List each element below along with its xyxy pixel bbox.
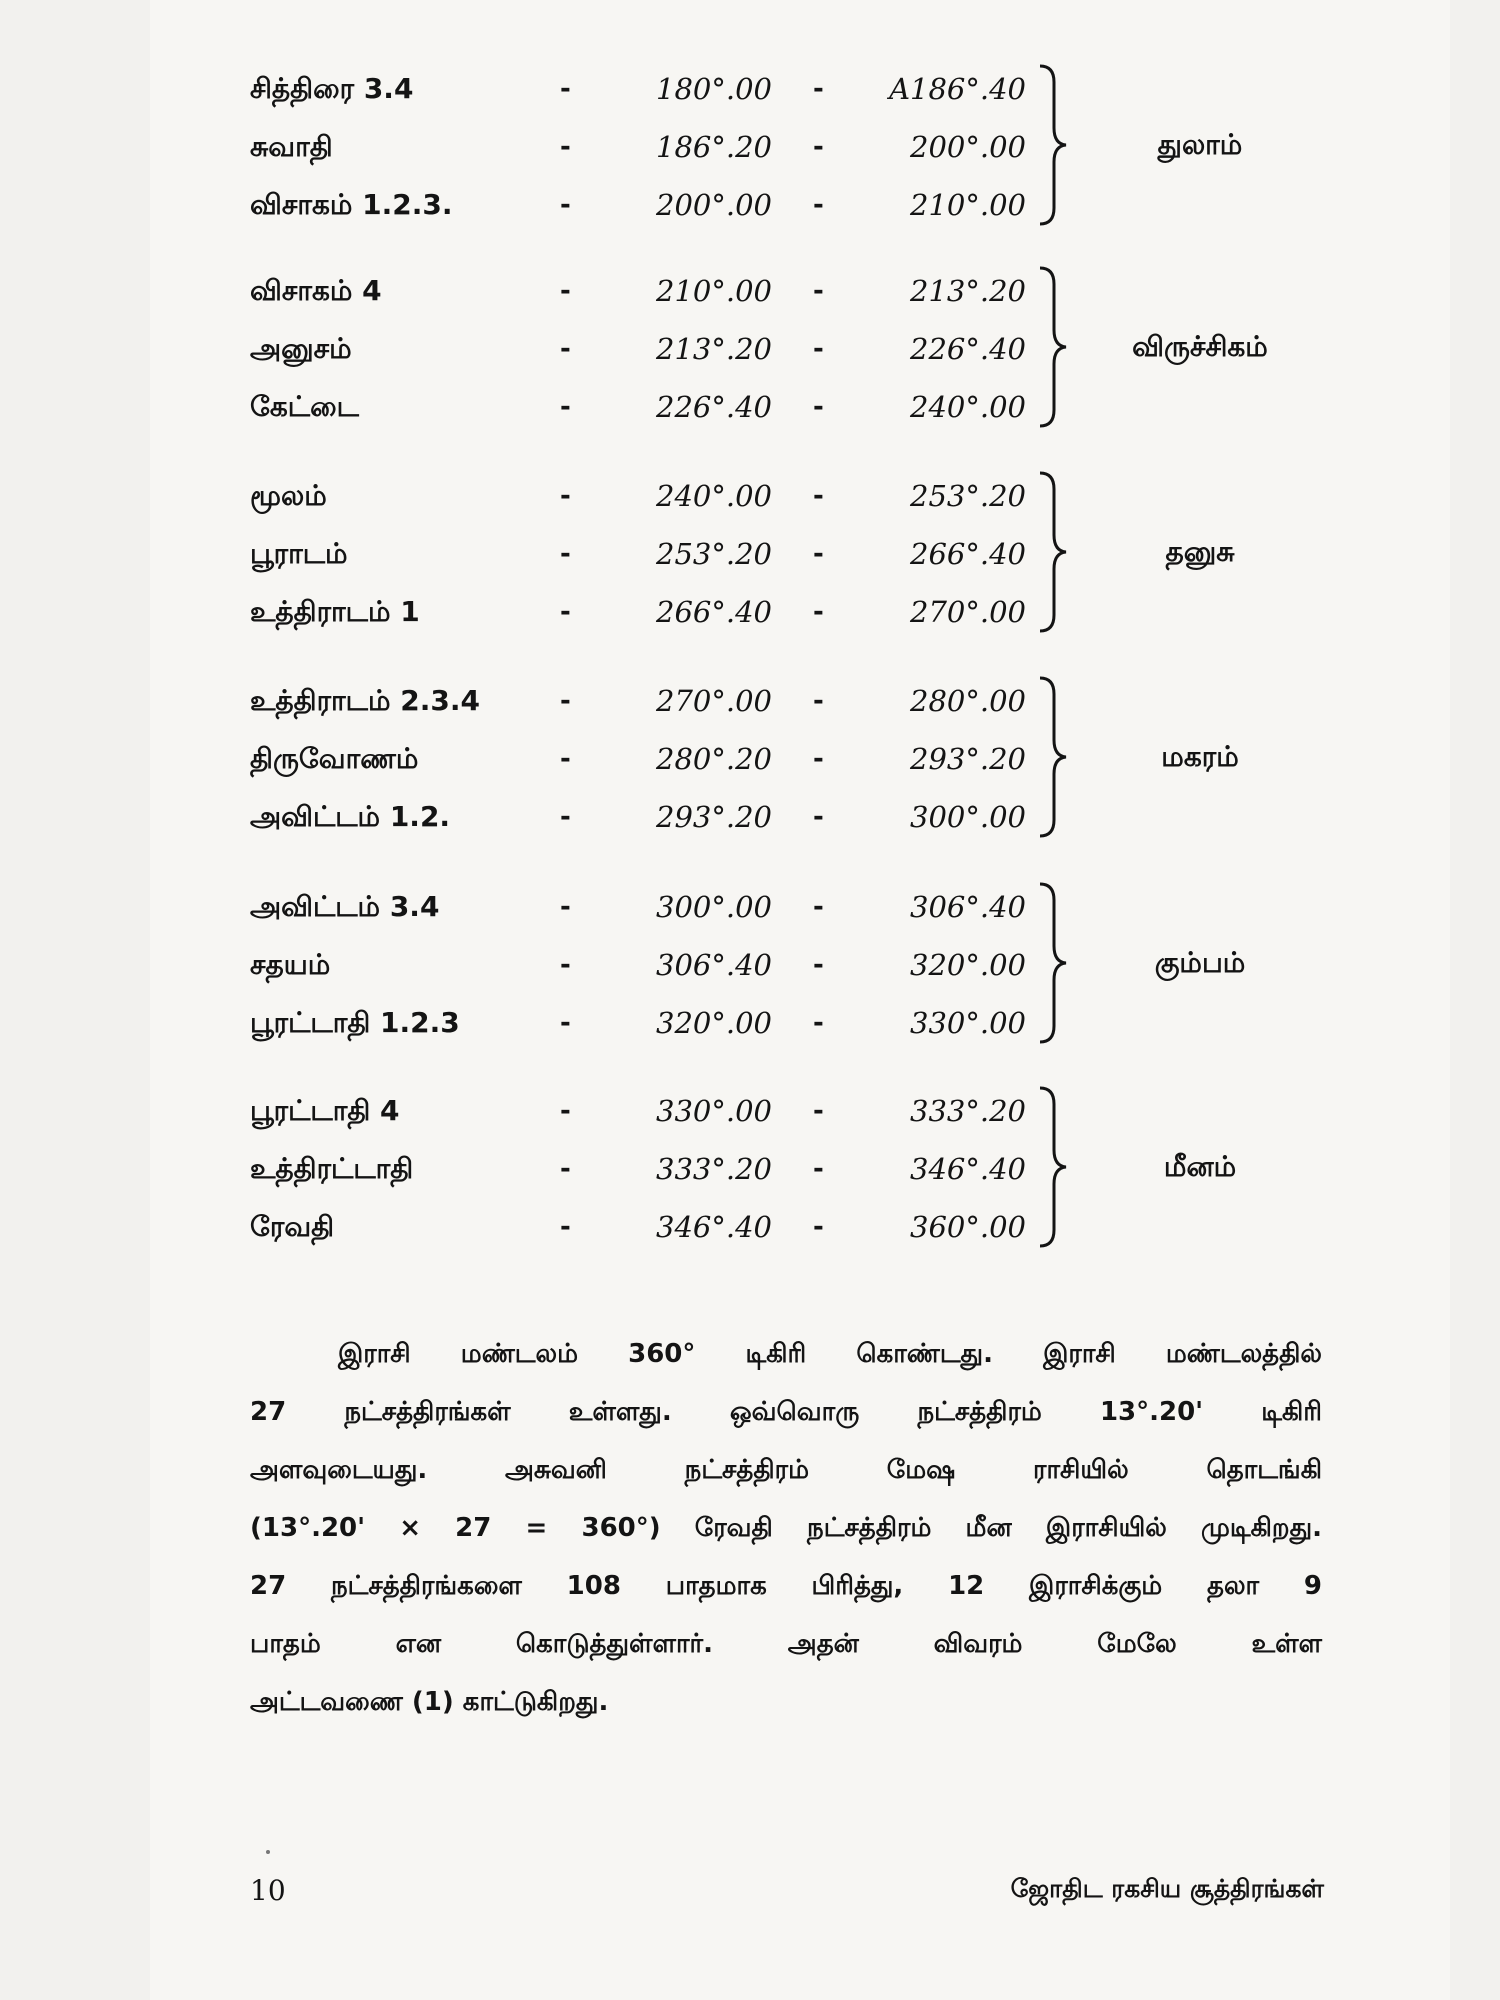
start-degree: 213°.20 (656, 332, 772, 366)
nakshatra-name: அவிட்டம் 1.2. (250, 800, 451, 833)
separator-dash: - (560, 481, 571, 511)
separator-dash: - (813, 1212, 824, 1242)
paragraph-line: அளவுடையது. அசுவனி நட்சத்திரம் மேஷ ராசியில் தொடங்கி (250, 1455, 1322, 1485)
paragraph-line: 27 நட்சத்திரங்களை 108 பாதமாக பிரித்து, 12 இராசிக்கும் தலா 9 (250, 1571, 1322, 1601)
rasi-label: மகரம் (1161, 740, 1239, 773)
rasi-group (0, 672, 1500, 842)
separator-dash: - (813, 132, 824, 162)
end-degree: 306°.40 (910, 890, 1026, 924)
separator-dash: - (813, 802, 824, 832)
separator-dash: - (813, 597, 824, 627)
separator-dash: - (813, 539, 824, 569)
start-degree: 293°.20 (656, 800, 772, 834)
end-degree: 266°.40 (910, 537, 1026, 571)
end-degree: 330°.00 (910, 1006, 1026, 1040)
start-degree: 240°.00 (656, 479, 772, 513)
separator-dash: - (813, 74, 824, 104)
end-degree: 240°.00 (910, 390, 1026, 424)
curly-brace-icon (1036, 467, 1072, 637)
separator-dash: - (813, 392, 824, 422)
rasi-label: விருச்சிகம் (1132, 330, 1268, 363)
page-number: 10 (250, 1874, 286, 1907)
rasi-group (0, 60, 1500, 230)
rasi-label: தனுசு (1165, 535, 1235, 568)
end-degree: 360°.00 (910, 1210, 1026, 1244)
curly-brace-icon (1036, 878, 1072, 1048)
end-degree: A186°.40 (889, 72, 1026, 106)
curly-brace-icon (1036, 672, 1072, 842)
start-degree: 346°.40 (656, 1210, 772, 1244)
separator-dash: - (560, 74, 571, 104)
separator-dash: - (813, 950, 824, 980)
end-degree: 293°.20 (910, 742, 1026, 776)
separator-dash: - (813, 190, 824, 220)
separator-dash: - (560, 950, 571, 980)
separator-dash: - (560, 1154, 571, 1184)
separator-dash: - (560, 802, 571, 832)
nakshatra-name: உத்திராடம் 1 (250, 595, 420, 628)
curly-brace-icon (1036, 60, 1072, 230)
start-degree: 306°.40 (656, 948, 772, 982)
separator-dash: - (813, 481, 824, 511)
rasi-group (0, 878, 1500, 1048)
rasi-group (0, 1082, 1500, 1252)
start-degree: 280°.20 (656, 742, 772, 776)
nakshatra-name: சித்திரை 3.4 (250, 72, 414, 105)
separator-dash: - (813, 1154, 824, 1184)
separator-dash: - (813, 892, 824, 922)
separator-dash: - (560, 392, 571, 422)
nakshatra-name: அவிட்டம் 3.4 (250, 890, 440, 923)
rasi-label: மீனம் (1163, 1150, 1237, 1183)
separator-dash: - (560, 892, 571, 922)
separator-dash: - (560, 539, 571, 569)
start-degree: 210°.00 (656, 274, 772, 308)
nakshatra-name: உத்திரட்டாதி (250, 1152, 414, 1185)
end-degree: 280°.00 (910, 684, 1026, 718)
start-degree: 186°.20 (656, 130, 772, 164)
separator-dash: - (560, 276, 571, 306)
start-degree: 330°.00 (656, 1094, 772, 1128)
end-degree: 200°.00 (910, 130, 1026, 164)
nakshatra-name: பூராடம் (250, 537, 348, 570)
separator-dash: - (560, 334, 571, 364)
end-degree: 213°.20 (910, 274, 1026, 308)
end-degree: 210°.00 (910, 188, 1026, 222)
rasi-label: துலாம் (1157, 128, 1243, 161)
separator-dash: - (813, 1008, 824, 1038)
rasi-group (0, 467, 1500, 637)
paragraph-line: இராசி மண்டலம் 360° டிகிரி கொண்டது. இராசி மண்டலத்தில் (338, 1339, 1322, 1369)
nakshatra-name: சதயம் (250, 948, 331, 981)
rasi-label: கும்பம் (1154, 946, 1246, 979)
start-degree: 270°.00 (656, 684, 772, 718)
nakshatra-name: கேட்டை (250, 390, 359, 423)
nakshatra-name: ரேவதி (250, 1210, 335, 1243)
start-degree: 180°.00 (656, 72, 772, 106)
print-speck (266, 1850, 270, 1854)
start-degree: 300°.00 (656, 890, 772, 924)
separator-dash: - (560, 744, 571, 774)
start-degree: 333°.20 (656, 1152, 772, 1186)
nakshatra-name: விசாகம் 1.2.3. (250, 188, 453, 221)
separator-dash: - (560, 1212, 571, 1242)
end-degree: 346°.40 (910, 1152, 1026, 1186)
separator-dash: - (560, 686, 571, 716)
start-degree: 266°.40 (656, 595, 772, 629)
book-title: ஜோதிட ரகசிய சூத்திரங்கள் (1010, 1874, 1324, 1903)
separator-dash: - (813, 1096, 824, 1126)
end-degree: 253°.20 (910, 479, 1026, 513)
end-degree: 333°.20 (910, 1094, 1026, 1128)
nakshatra-name: சுவாதி (250, 130, 333, 163)
paragraph-line: 27 நட்சத்திரங்கள் உள்ளது. ஒவ்வொரு நட்சத்திரம் 13°.20' டிகிரி (250, 1397, 1322, 1427)
separator-dash: - (813, 334, 824, 364)
paragraph-line: அட்டவணை (1) காட்டுகிறது. (250, 1687, 609, 1717)
nakshatra-name: அனுசம் (250, 332, 352, 365)
start-degree: 226°.40 (656, 390, 772, 424)
separator-dash: - (560, 1096, 571, 1126)
curly-brace-icon (1036, 262, 1072, 432)
nakshatra-name: விசாகம் 4 (250, 274, 382, 307)
nakshatra-name: பூரட்டாதி 4 (250, 1094, 400, 1127)
end-degree: 270°.00 (910, 595, 1026, 629)
end-degree: 226°.40 (910, 332, 1026, 366)
start-degree: 200°.00 (656, 188, 772, 222)
separator-dash: - (560, 597, 571, 627)
rasi-group (0, 262, 1500, 432)
separator-dash: - (813, 686, 824, 716)
end-degree: 300°.00 (910, 800, 1026, 834)
nakshatra-name: உத்திராடம் 2.3.4 (250, 684, 480, 717)
separator-dash: - (560, 190, 571, 220)
paragraph-line: (13°.20' × 27 = 360°) ரேவதி நட்சத்திரம் மீன இராசியில் முடிகிறது. (250, 1513, 1322, 1543)
start-degree: 253°.20 (656, 537, 772, 571)
separator-dash: - (813, 276, 824, 306)
end-degree: 320°.00 (910, 948, 1026, 982)
nakshatra-name: திருவோணம் (250, 742, 419, 775)
paragraph-line: பாதம் என கொடுத்துள்ளார். அதன் விவரம் மேலே உள்ள (250, 1629, 1322, 1659)
body-paragraph (250, 1325, 1322, 1731)
curly-brace-icon (1036, 1082, 1072, 1252)
nakshatra-name: பூரட்டாதி 1.2.3 (250, 1006, 460, 1039)
separator-dash: - (813, 744, 824, 774)
separator-dash: - (560, 132, 571, 162)
nakshatra-name: மூலம் (250, 479, 327, 512)
start-degree: 320°.00 (656, 1006, 772, 1040)
separator-dash: - (560, 1008, 571, 1038)
